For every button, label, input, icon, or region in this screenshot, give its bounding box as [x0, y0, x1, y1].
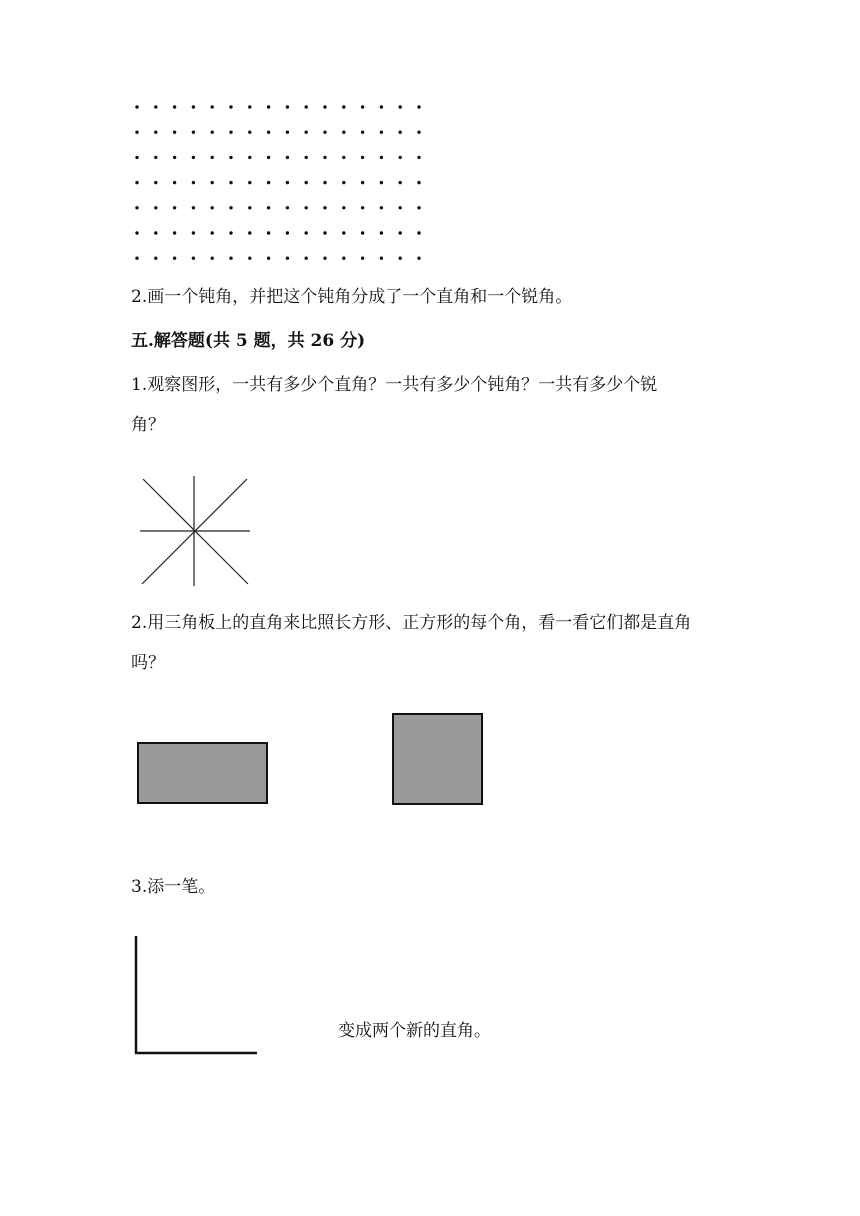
- grid-dot: [154, 156, 157, 159]
- grid-dot: [286, 231, 289, 234]
- grid-dot: [229, 257, 232, 260]
- grid-dot: [417, 105, 420, 108]
- question-5-2-line2: 吗？: [131, 653, 165, 673]
- grid-dot: [361, 131, 364, 134]
- grid-dot: [248, 231, 251, 234]
- grid-dot: [173, 181, 176, 184]
- grid-dot: [154, 206, 157, 209]
- grid-dot: [399, 156, 402, 159]
- grid-dot: [417, 181, 420, 184]
- grid-dot: [380, 231, 383, 234]
- grid-dot: [267, 181, 270, 184]
- grid-dot: [229, 181, 232, 184]
- grid-dot: [361, 257, 364, 260]
- grid-dot: [229, 206, 232, 209]
- grid-dot: [192, 231, 195, 234]
- grid-dot: [417, 206, 420, 209]
- grid-dot: [342, 156, 345, 159]
- grid-dot: [342, 105, 345, 108]
- grid-dot: [173, 156, 176, 159]
- grid-dot: [154, 257, 157, 260]
- grid-dot: [192, 181, 195, 184]
- grid-dot: [305, 105, 308, 108]
- grid-dot: [267, 105, 270, 108]
- grid-dot: [361, 206, 364, 209]
- grid-dot: [417, 156, 420, 159]
- grid-dot: [305, 156, 308, 159]
- grid-dot: [154, 231, 157, 234]
- grid-dot: [305, 181, 308, 184]
- square-shape: [392, 713, 483, 805]
- grid-dot: [323, 206, 326, 209]
- grid-dot: [342, 206, 345, 209]
- grid-dot: [229, 231, 232, 234]
- grid-dot: [361, 156, 364, 159]
- grid-dot: [305, 231, 308, 234]
- grid-dot: [323, 257, 326, 260]
- grid-dot: [211, 257, 214, 260]
- grid-dot: [286, 181, 289, 184]
- grid-dot: [192, 131, 195, 134]
- grid-dot: [286, 206, 289, 209]
- grid-dot: [361, 105, 364, 108]
- grid-dot: [211, 105, 214, 108]
- grid-dot: [286, 105, 289, 108]
- grid-dot: [305, 257, 308, 260]
- grid-dot: [248, 257, 251, 260]
- grid-dot: [248, 181, 251, 184]
- grid-dot: [135, 105, 138, 108]
- grid-dot: [135, 257, 138, 260]
- grid-dot: [361, 231, 364, 234]
- grid-dot: [399, 206, 402, 209]
- question-4-2-text: 2.画一个钝角，并把这个钝角分成了一个直角和一个锐角。: [131, 287, 573, 307]
- grid-dot: [192, 206, 195, 209]
- grid-dot: [135, 231, 138, 234]
- grid-dot: [211, 156, 214, 159]
- grid-dot: [135, 156, 138, 159]
- grid-dot: [173, 105, 176, 108]
- grid-dot: [154, 181, 157, 184]
- question-5-1-line1: 1.观察图形，一共有多少个直角？一共有多少个钝角？一共有多少个锐: [131, 375, 658, 395]
- grid-dot: [173, 257, 176, 260]
- grid-dot: [267, 231, 270, 234]
- grid-dot: [286, 131, 289, 134]
- grid-dot: [135, 206, 138, 209]
- grid-dot: [380, 257, 383, 260]
- grid-dot: [135, 131, 138, 134]
- grid-dot: [248, 206, 251, 209]
- grid-dot: [248, 105, 251, 108]
- grid-dot: [286, 257, 289, 260]
- grid-dot: [267, 131, 270, 134]
- grid-dot: [323, 131, 326, 134]
- grid-dot: [173, 131, 176, 134]
- grid-dot: [305, 131, 308, 134]
- grid-dot: [154, 131, 157, 134]
- grid-dot: [399, 231, 402, 234]
- grid-dot: [192, 105, 195, 108]
- grid-dot: [323, 231, 326, 234]
- grid-dot: [135, 181, 138, 184]
- grid-dot: [248, 156, 251, 159]
- grid-dot: [267, 257, 270, 260]
- grid-dot: [286, 156, 289, 159]
- grid-dot: [417, 231, 420, 234]
- question-5-2-line1: 2.用三角板上的直角来比照长方形、正方形的每个角，看一看它们都是直角: [131, 613, 692, 633]
- grid-dot: [417, 257, 420, 260]
- grid-dot: [342, 257, 345, 260]
- question-5-3-caption: 变成两个新的直角。: [338, 1021, 491, 1041]
- grid-dot: [323, 181, 326, 184]
- grid-dot: [211, 131, 214, 134]
- grid-dot: [399, 181, 402, 184]
- grid-dot: [211, 181, 214, 184]
- grid-dot: [211, 231, 214, 234]
- grid-dot: [192, 156, 195, 159]
- grid-dot: [342, 231, 345, 234]
- right-angle-figure: [133, 936, 263, 1058]
- grid-dot: [323, 156, 326, 159]
- intersecting-lines-figure: [140, 476, 250, 586]
- grid-dot: [211, 206, 214, 209]
- grid-dot: [380, 181, 383, 184]
- grid-dot: [229, 105, 232, 108]
- question-5-1-line2: 角？: [131, 415, 165, 435]
- grid-dot: [342, 181, 345, 184]
- grid-dot: [173, 231, 176, 234]
- grid-dot: [399, 105, 402, 108]
- grid-dot: [399, 257, 402, 260]
- grid-dot: [417, 131, 420, 134]
- grid-dot: [399, 131, 402, 134]
- grid-dot: [248, 131, 251, 134]
- grid-dot: [380, 206, 383, 209]
- grid-dot: [154, 105, 157, 108]
- grid-dot: [229, 156, 232, 159]
- grid-dot: [380, 156, 383, 159]
- grid-dot: [305, 206, 308, 209]
- grid-dot: [361, 181, 364, 184]
- grid-dot: [380, 105, 383, 108]
- grid-dot: [192, 257, 195, 260]
- section-5-heading: 五.解答题(共 5 题，共 26 分): [131, 331, 366, 351]
- dot-grid: [0, 0, 860, 300]
- grid-dot: [229, 131, 232, 134]
- grid-dot: [323, 105, 326, 108]
- question-5-3-title: 3.添一笔。: [131, 877, 216, 897]
- grid-dot: [267, 156, 270, 159]
- grid-dot: [342, 131, 345, 134]
- grid-dot: [380, 131, 383, 134]
- grid-dot: [173, 206, 176, 209]
- grid-dot: [267, 206, 270, 209]
- rectangle-shape: [137, 742, 268, 804]
